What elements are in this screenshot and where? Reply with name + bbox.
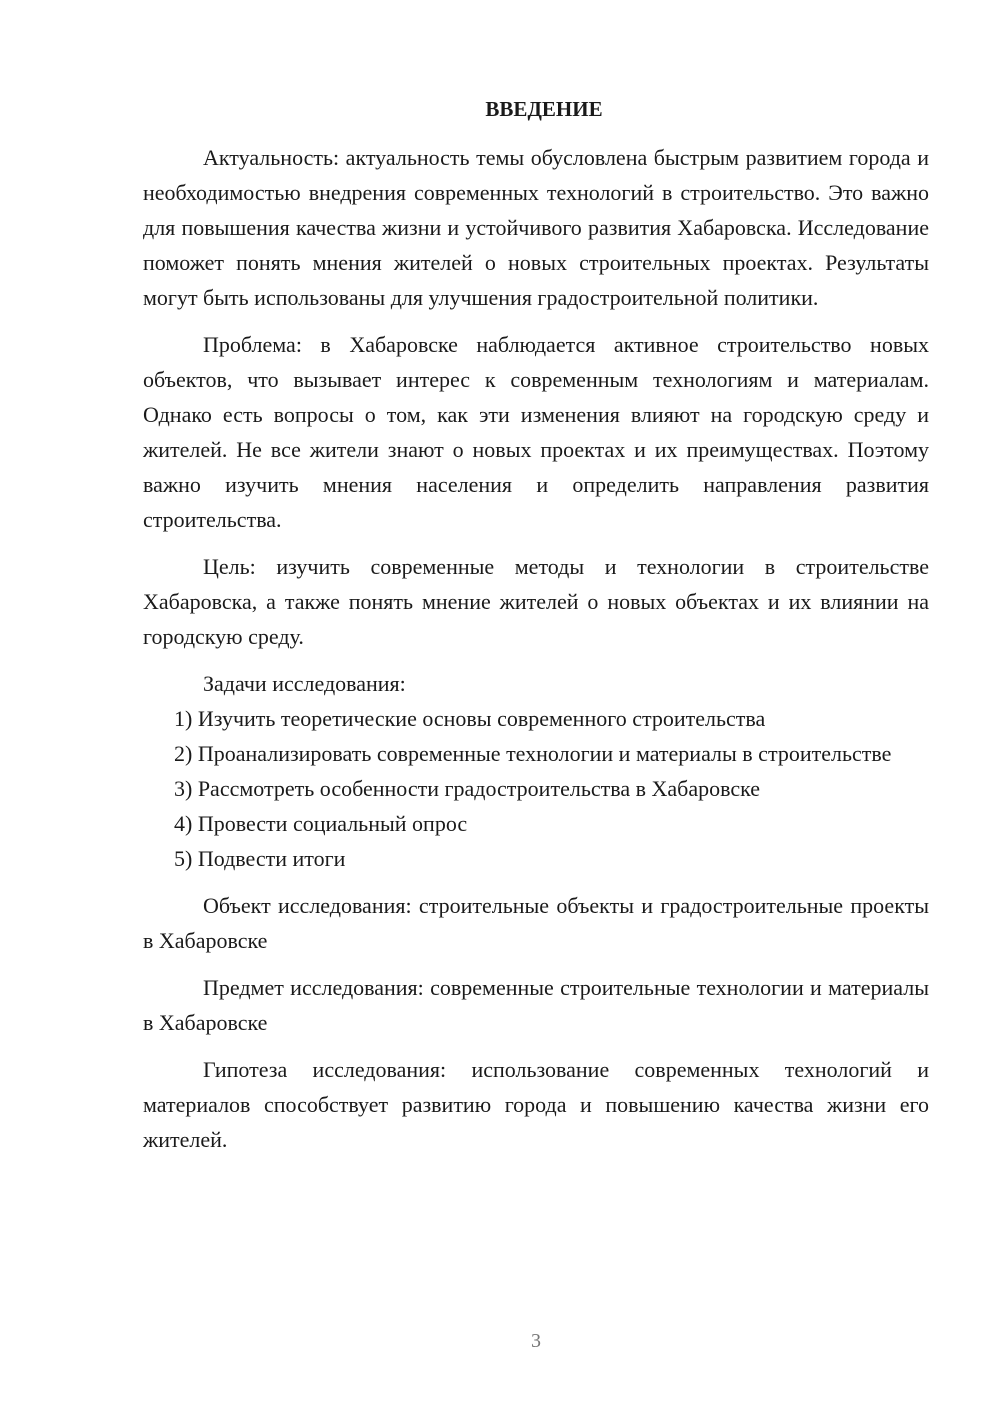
document-page — [143, 92, 929, 1157]
task-item-4: 4) Провести социальный опрос — [174, 811, 468, 836]
task-item-3: 3) Рассмотреть особенности градостроительства в Хабаровске — [174, 776, 761, 801]
goal-paragraph: Цель: изучить современные методы и технологии в строительстве Хабаровска, а также понять мнение жителей о новых объектах и их влиянии на городскую среду. — [143, 554, 929, 649]
tasks-heading: Задачи исследования: — [203, 671, 406, 696]
subject-paragraph: Предмет исследования: современные строительные технологии и материалы в Хабаровске — [143, 975, 929, 1035]
relevance-paragraph: Актуальность: актуальность темы обусловлена быстрым развитием города и необходимостью внедрения современных технологий в строительство. Это важно для повышения качества жизни и устойчивого развития Хабаровска. Исследование поможет понять мнения жителей о новых строительных проектах. Результаты могут быть использованы для улучшения градостроительной политики. — [143, 145, 929, 310]
page-number: 3 — [531, 1330, 541, 1352]
task-item-2: 2) Проанализировать современные технологии и материалы в строительстве — [174, 741, 892, 766]
task-item-5: 5) Подвести итоги — [174, 846, 346, 871]
task-item-1: 1) Изучить теоретические основы современного строительства — [174, 706, 766, 731]
page-title: ВВЕДЕНИЕ — [485, 97, 603, 121]
problem-paragraph: Проблема: в Хабаровске наблюдается активное строительство новых объектов, что вызывает интерес к современным технологиям и материалам. Однако есть вопросы о том, как эти изменения влияют на городскую среду и жителей. Не все жители знают о новых проектах и их преимуществах. Поэтому важно изучить мнения населения и определить направления развития строительства. — [143, 332, 929, 532]
object-paragraph: Объект исследования: строительные объекты и градостроительные проекты в Хабаровске — [143, 893, 929, 953]
hypothesis-paragraph: Гипотеза исследования: использование современных технологий и материалов способствует развитию города и повышению качества жизни его жителей. — [143, 1057, 929, 1152]
